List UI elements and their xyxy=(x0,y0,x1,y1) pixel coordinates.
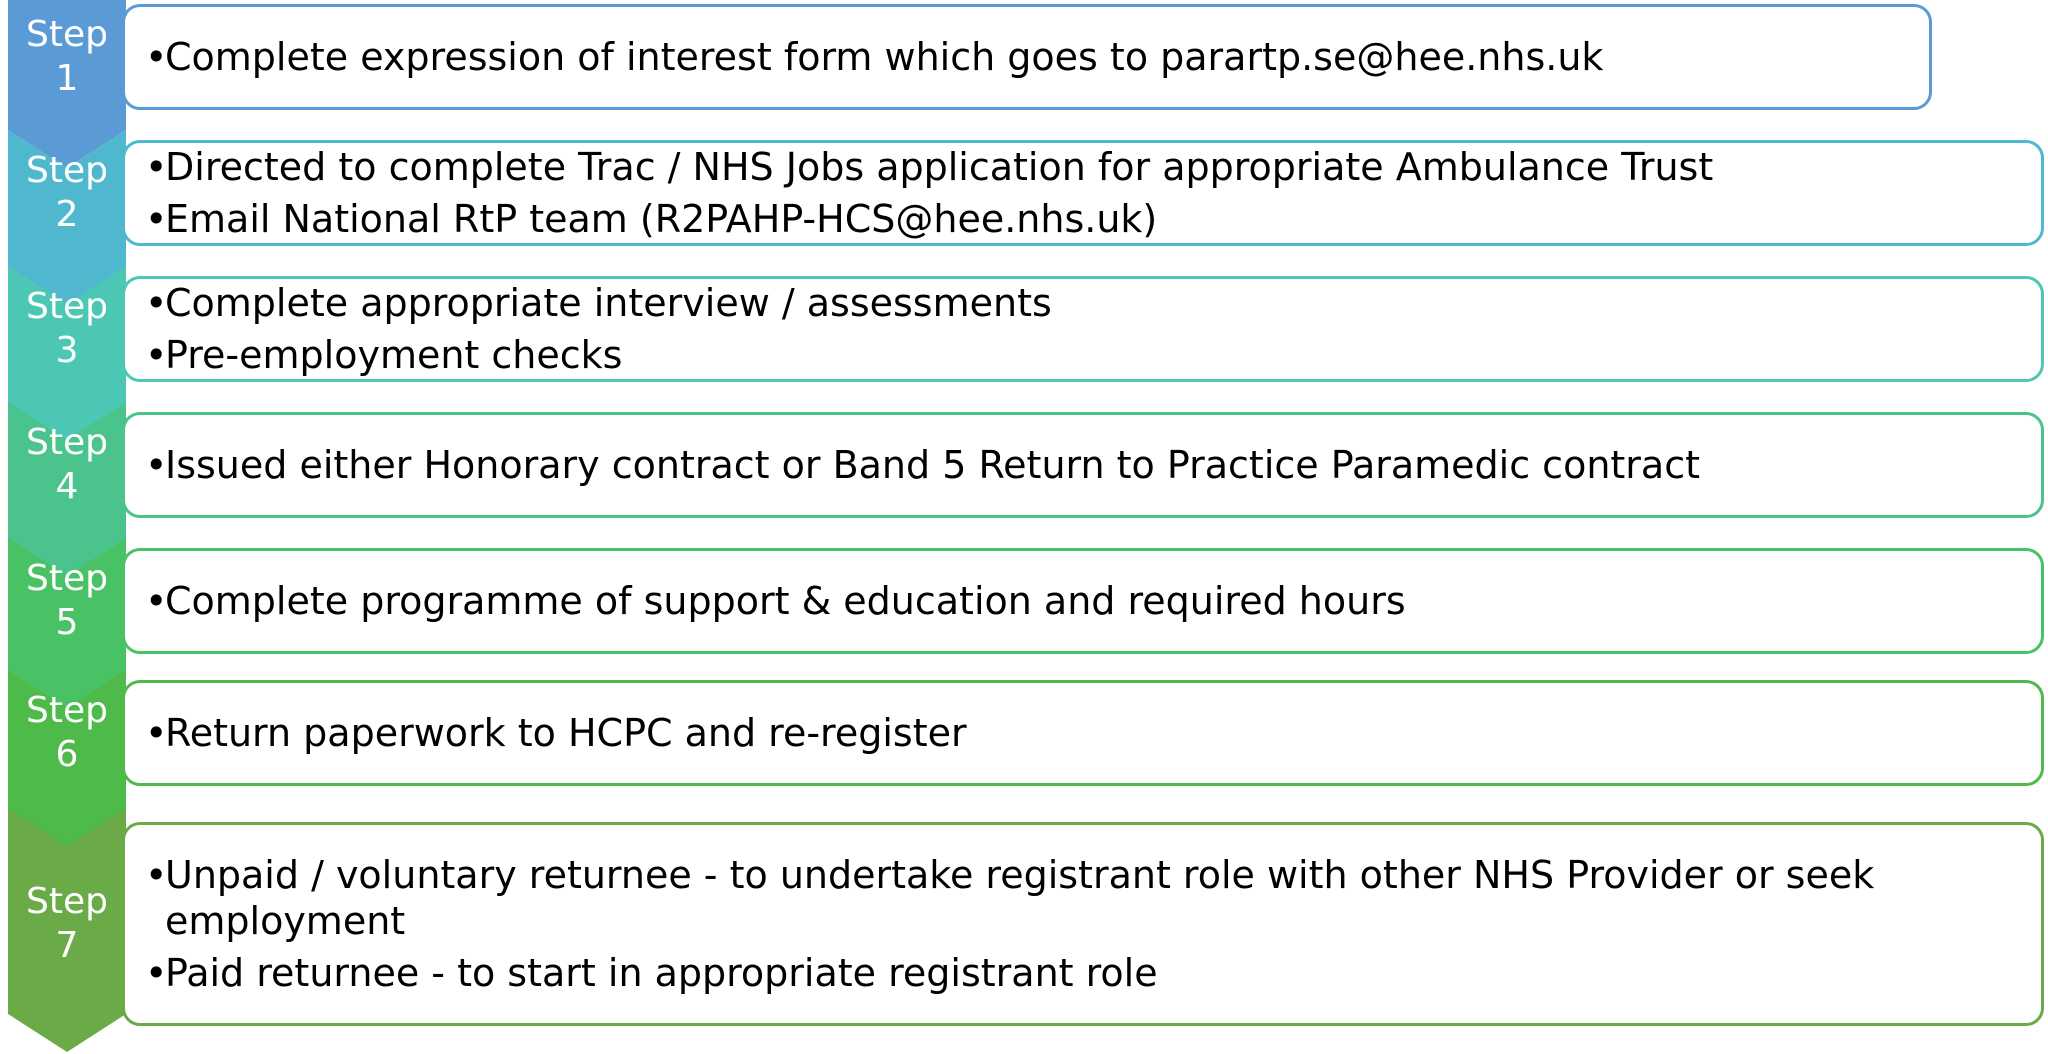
step-7-bullet: • Unpaid / voluntary returnee - to undertake registrant role with other NHS Provider or seek employment xyxy=(145,852,2021,944)
step-word: Step xyxy=(26,150,108,191)
step-7-bullet: • Paid returnee - to start in appropriate registrant role xyxy=(145,950,2021,996)
step-4-card xyxy=(122,412,2044,518)
step-word: Step xyxy=(26,286,108,327)
step-5-label xyxy=(4,548,130,654)
step-number: 5 xyxy=(55,602,79,643)
step-4-bullet: • Issued either Honorary contract or Band 5 Return to Practice Paramedic contract xyxy=(145,442,2021,488)
step-number: 2 xyxy=(55,194,79,235)
step-number: 7 xyxy=(55,925,79,966)
step-3-bullet: • Complete appropriate interview / assessments xyxy=(145,280,2021,326)
step-5-bullet: • Complete programme of support & education and required hours xyxy=(145,578,2021,624)
step-2-card xyxy=(122,140,2044,246)
step-2-label xyxy=(4,140,130,246)
step-number: 1 xyxy=(55,58,79,99)
step-6-label xyxy=(4,680,130,786)
step-3-label xyxy=(4,276,130,382)
step-number: 6 xyxy=(55,734,79,775)
step-6-card xyxy=(122,680,2044,786)
step-number: 3 xyxy=(55,330,79,371)
step-word: Step xyxy=(26,881,108,922)
step-6-bullet: • Return paperwork to HCPC and re-register xyxy=(145,710,2021,756)
step-5-card xyxy=(122,548,2044,654)
step-1-card xyxy=(122,4,1932,110)
step-number: 4 xyxy=(55,466,79,507)
step-2-bullet: • Email National RtP team (R2PAHP-HCS@hee.nhs.uk) xyxy=(145,196,2021,242)
step-1-bullet: • Complete expression of interest form which goes to parartp.se@hee.nhs.uk xyxy=(145,34,1909,80)
step-word: Step xyxy=(26,14,108,55)
step-1-label xyxy=(4,4,130,110)
step-7-label xyxy=(4,822,130,1026)
step-3-bullet: • Pre-employment checks xyxy=(145,332,2021,378)
step-4-label xyxy=(4,412,130,518)
step-word: Step xyxy=(26,690,108,731)
step-7-card xyxy=(122,822,2044,1026)
step-word: Step xyxy=(26,558,108,599)
step-2-bullet: • Directed to complete Trac / NHS Jobs application for appropriate Ambulance Trust xyxy=(145,144,2021,190)
step-3-card xyxy=(122,276,2044,382)
step-word: Step xyxy=(26,422,108,463)
